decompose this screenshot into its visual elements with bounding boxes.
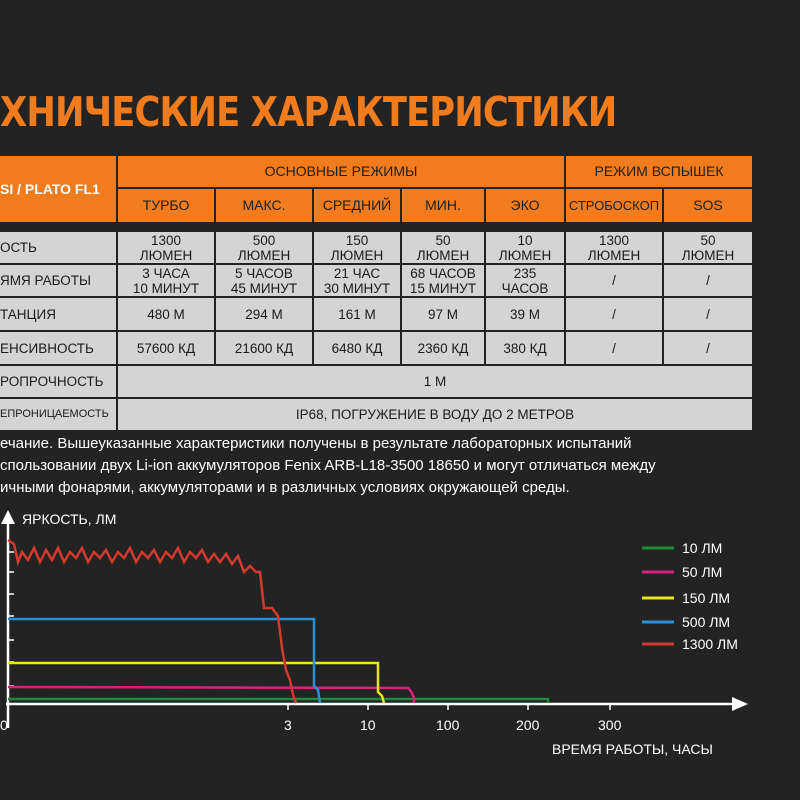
series-line-10 xyxy=(8,699,548,703)
table-cell: 1300 ЛЮМЕН xyxy=(566,232,662,263)
series-line-1300 xyxy=(8,540,296,703)
table-cell: 235 ЧАСОВ xyxy=(486,265,564,296)
table-cell: / xyxy=(664,298,752,330)
page-title: ХНИЧЕСКИЕ ХАРАКТЕРИСТИКИ xyxy=(0,88,617,136)
x-tick-label: 3 xyxy=(284,717,292,733)
legend-label: 150 ЛМ xyxy=(682,590,731,606)
mode-header: СРЕДНИЙ xyxy=(314,189,400,222)
y-axis-label: ЯРКОСТЬ, ЛМ xyxy=(22,511,117,527)
table-cell: 1300 ЛЮМЕН xyxy=(118,232,214,263)
mode-header: SOS xyxy=(664,189,752,222)
impact-value: 1 М xyxy=(118,366,752,397)
specs-table xyxy=(0,156,800,430)
x-tick-label: 100 xyxy=(436,717,460,733)
row-label: РОПРОЧНОСТЬ xyxy=(0,366,116,397)
mode-header: ТУРБО xyxy=(118,189,214,222)
series-line-500 xyxy=(8,619,320,703)
table-cell: / xyxy=(566,298,662,330)
table-cell: 97 М xyxy=(402,298,484,330)
model-header: SI / PLATO FL1 xyxy=(0,156,116,222)
table-cell: 57600 КД xyxy=(118,332,214,364)
table-cell: 6480 КД xyxy=(314,332,400,364)
legend-label: 50 ЛМ xyxy=(682,564,723,580)
mode-header: СТРОБОСКОП xyxy=(566,189,662,222)
mode-header: ЭКО xyxy=(486,189,564,222)
table-cell: / xyxy=(664,265,752,296)
row-label: ТАНЦИЯ xyxy=(0,298,116,330)
table-cell: 39 М xyxy=(486,298,564,330)
legend-label: 500 ЛМ xyxy=(682,614,731,630)
note-line: спользовании двух Li-ion аккумуляторов Fenix ARB-L18-3500 18650 и могут отличаться между xyxy=(0,457,656,474)
table-cell: 21 ЧАС 30 МИНУТ xyxy=(314,265,400,296)
table-cell: 2360 КД xyxy=(402,332,484,364)
row-label: ОСТЬ xyxy=(0,232,116,263)
note-text xyxy=(0,433,800,499)
runtime-chart xyxy=(0,500,800,800)
x-tick-label: 10 xyxy=(360,717,376,733)
table-cell: 68 ЧАСОВ 15 МИНУТ xyxy=(402,265,484,296)
mode-header: МАКС. xyxy=(216,189,312,222)
table-cell: 480 М xyxy=(118,298,214,330)
table-cell: 500 ЛЮМЕН xyxy=(216,232,312,263)
row-label: ЯМЯ РАБОТЫ xyxy=(0,265,116,296)
x-tick-label: 0 xyxy=(0,717,8,733)
table-cell: 161 М xyxy=(314,298,400,330)
table-cell: 3 ЧАСА 10 МИНУТ xyxy=(118,265,214,296)
table-cell: 150 ЛЮМЕН xyxy=(314,232,400,263)
table-cell: / xyxy=(664,332,752,364)
group-flash-header: РЕЖИМ ВСПЫШЕК xyxy=(566,156,752,187)
row-label: ЕНСИВНОСТЬ xyxy=(0,332,116,364)
table-cell: 50 ЛЮМЕН xyxy=(664,232,752,263)
note-line: ичными фонарями, аккумуляторами и в различных условиях окружающей среды. xyxy=(0,479,570,496)
table-cell: 294 М xyxy=(216,298,312,330)
legend xyxy=(642,540,738,652)
table-cell: 10 ЛЮМЕН xyxy=(486,232,564,263)
legend-label: 1300 ЛМ xyxy=(682,636,738,652)
table-cell: 21600 КД xyxy=(216,332,312,364)
x-axis-label: ВРЕМЯ РАБОТЫ, ЧАСЫ xyxy=(552,741,713,757)
legend-label: 10 ЛМ xyxy=(682,540,723,556)
table-cell: / xyxy=(566,265,662,296)
mode-header: МИН. xyxy=(402,189,484,222)
water-value: IP68, ПОГРУЖЕНИЕ В ВОДУ ДО 2 МЕТРОВ xyxy=(118,399,752,430)
table-cell: 50 ЛЮМЕН xyxy=(402,232,484,263)
table-cell: 5 ЧАСОВ 45 МИНУТ xyxy=(216,265,312,296)
note-line: ечание. Вышеуказанные характеристики получены в результате лабораторных испытаний xyxy=(0,435,632,452)
y-axis-arrow xyxy=(1,510,15,524)
x-tick-label: 200 xyxy=(516,717,540,733)
series-line-150 xyxy=(8,663,384,703)
table-cell: / xyxy=(566,332,662,364)
series-line-50 xyxy=(8,687,414,703)
row-label: ЕПРОНИЦАЕМОСТЬ xyxy=(0,399,116,430)
x-tick-label: 300 xyxy=(598,717,622,733)
table-cell: 380 КД xyxy=(486,332,564,364)
x-axis-arrow xyxy=(732,697,748,711)
group-main-header: ОСНОВНЫЕ РЕЖИМЫ xyxy=(118,156,564,187)
